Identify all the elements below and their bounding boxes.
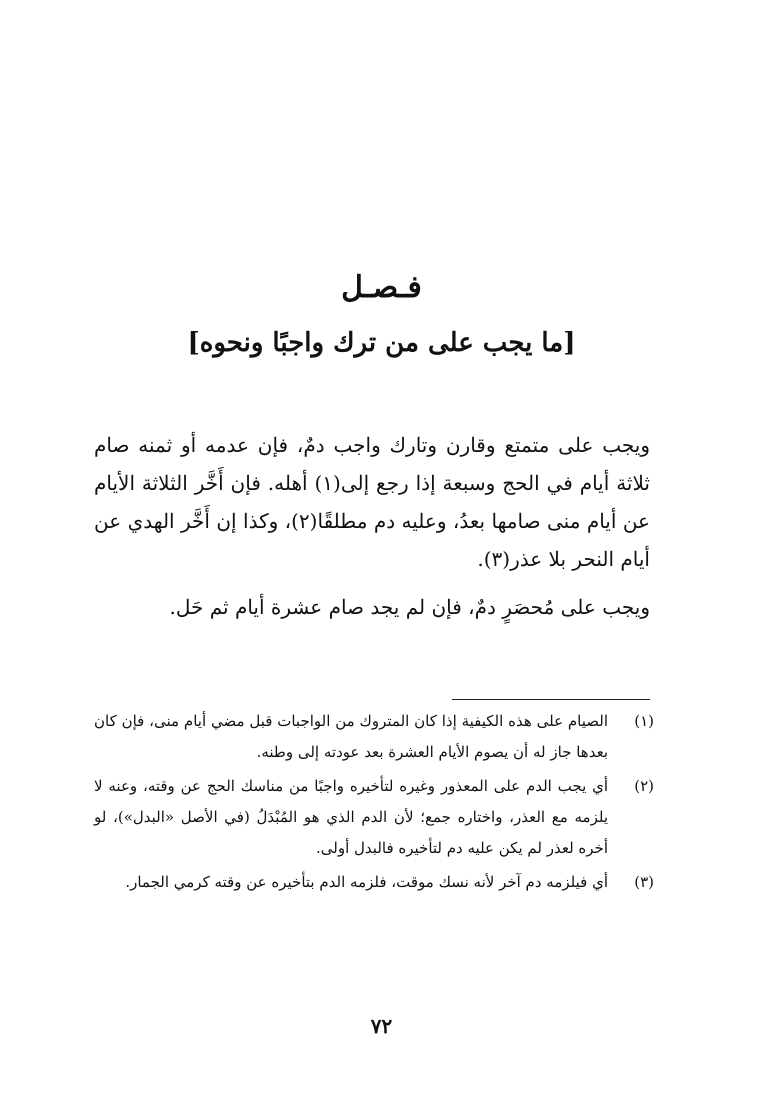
page-number: ٧٢ xyxy=(370,1014,393,1038)
footnote-number: (٢) xyxy=(634,777,654,795)
body-paragraph: ويجب على متمتع وقارن وتارك واجب دمٌ، فإن عدمه أو ثمنه صام ثلاثة أيام في الحج وسبعة إذا رجع إلى(١) أهله. فإن أَخَّر الثلاثة الأيام عن أيام منى صامها بعدُ، وعليه دم مطلقًا(٢)، وكذا إن أَخَّر الهدي عن أيام النحر بلا عذر(٣). xyxy=(94,433,650,571)
section-subheading: [ما يجب على من ترك واجبًا ونحوه] xyxy=(187,328,576,358)
footnote-text: الصيام على هذه الكيفية إذا كان المتروك من الواجبات قبل مضي أيام منى، فإن كان بعدها جاز له أن يصوم الأيام العشرة بعد عودته إلى وطنه. xyxy=(94,712,608,761)
footnote-item xyxy=(94,867,654,898)
footnotes xyxy=(94,706,654,901)
footnote-item xyxy=(94,706,654,768)
footnote-divider xyxy=(452,699,650,700)
body-paragraph: ويجب على مُحصَرٍ دمٌ، فإن لم يجد صام عشرة أيام ثم حَل. xyxy=(169,595,650,619)
footnote-text: أي يجب الدم على المعذور وغيره لتأخيره واجبًا من مناسك الحج عن وقته، وعنه لا يلزمه مع العذر، واختاره جمع؛ لأن الدم الذي هو المُبْدَلُ (في الأصل «البدل»)، لو أخره لعذر لم يكن عليه دم لتأخيره فالبدل أولى. xyxy=(94,777,608,857)
footnote-text: أي فيلزمه دم آخر لأنه نسك موقت، فلزمه الدم بتأخيره عن وقته كرمي الجمار. xyxy=(125,873,608,891)
footnote-item xyxy=(94,771,654,864)
footnote-number: (٣) xyxy=(634,873,654,891)
main-body-text xyxy=(94,426,650,626)
section-heading: فـصـل xyxy=(341,270,422,305)
footnote-number: (١) xyxy=(634,712,654,730)
